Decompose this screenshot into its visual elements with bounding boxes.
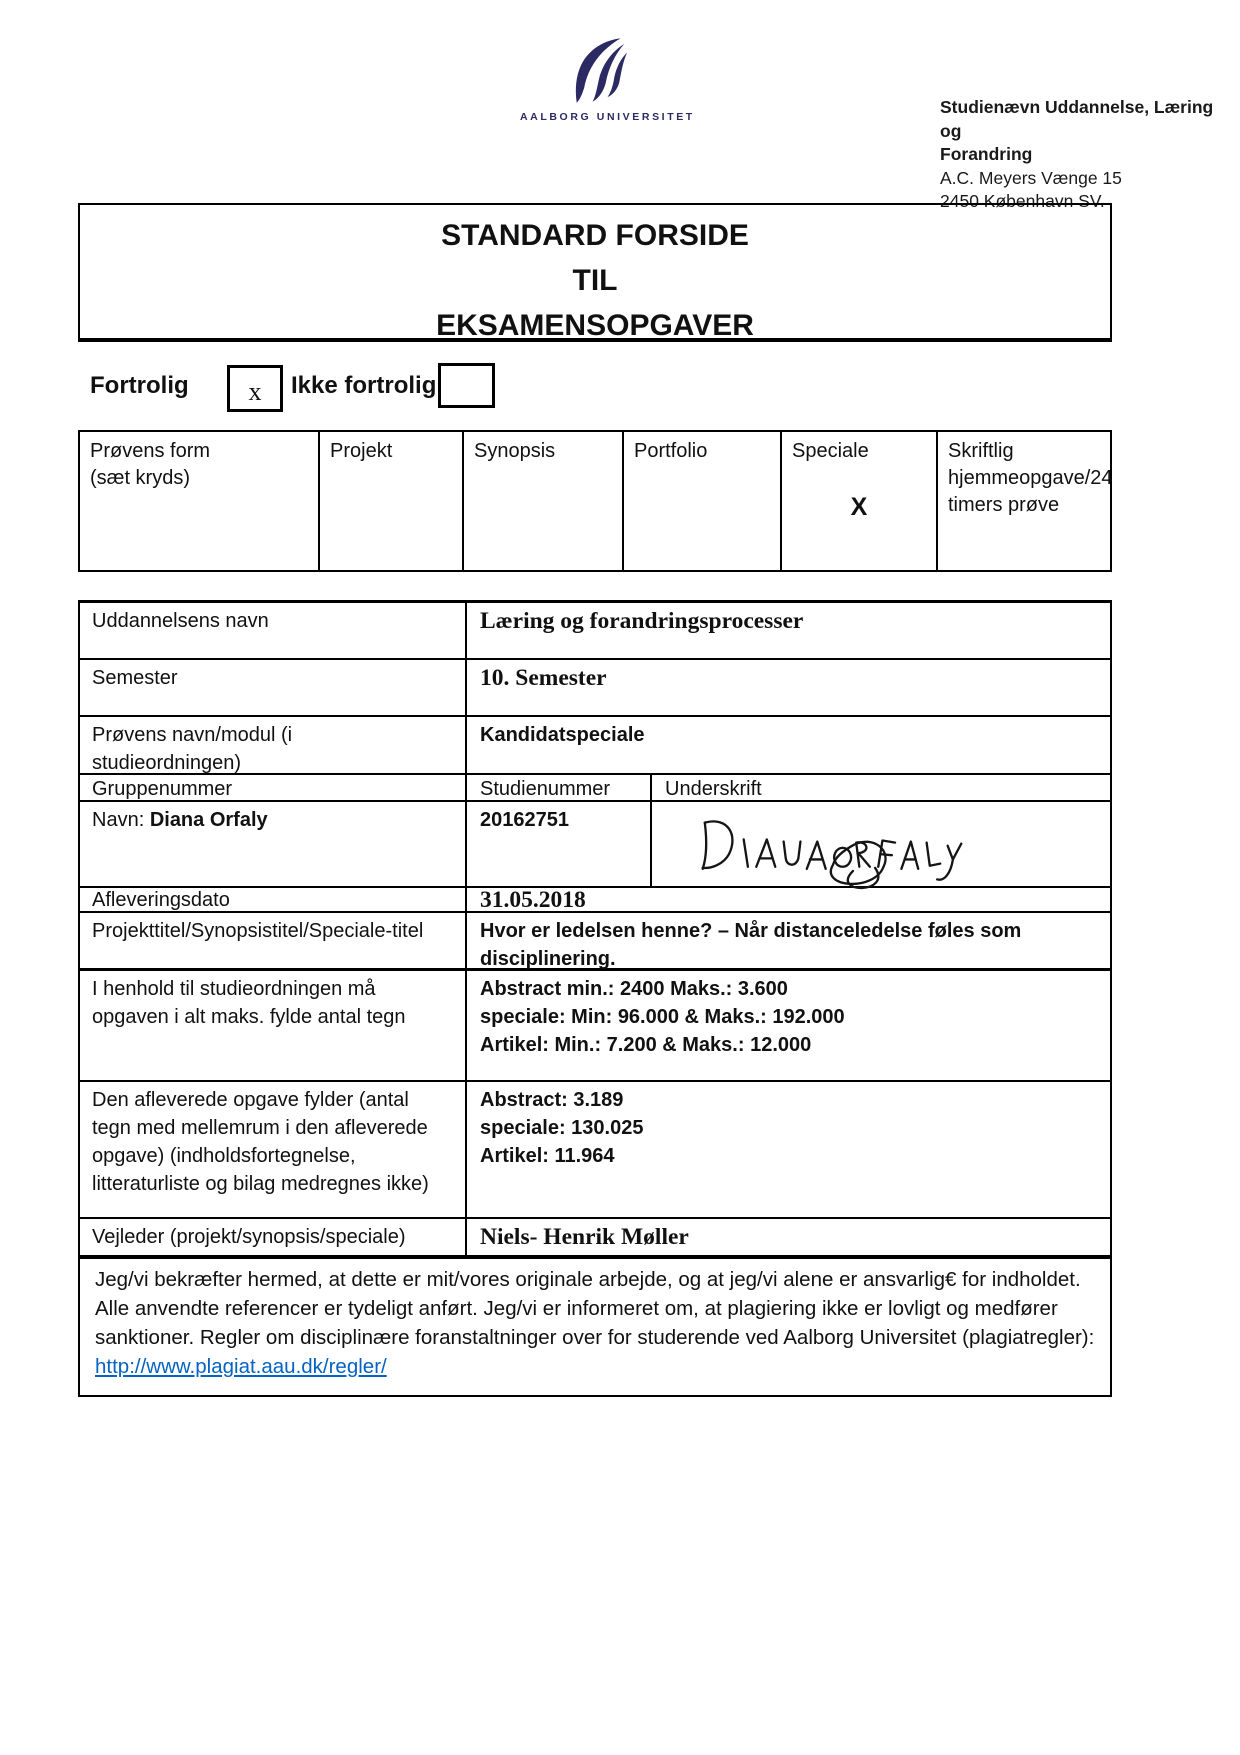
omfang-line: speciale: 130.025 [480, 1117, 644, 1140]
semester-value: 10. Semester [480, 664, 607, 691]
row-vejleder [80, 1217, 1110, 1255]
dato-value: 31.05.2018 [480, 887, 586, 914]
exam-option-cell-portfolio[interactable] [622, 432, 780, 570]
navn-label: Navn: [92, 809, 150, 832]
navn-cell [80, 802, 467, 886]
declaration-box [78, 1257, 1112, 1397]
title-line-2: TIL [572, 264, 618, 297]
row-maks-tegn [80, 968, 1110, 1080]
exam-form-table [78, 430, 1112, 572]
gruppenummer-label: Gruppenummer [80, 775, 467, 800]
row-label: Den afleverede opgave fylder (antal tegn med mellemrum i den afleverede opgave) (indholdsfortegnelse, litteraturliste og bilag medregnes ikke) [80, 1082, 467, 1217]
row-label: Semester [80, 660, 467, 716]
row-uddannelsens-navn [80, 603, 1110, 658]
exam-form-header-cell [80, 432, 318, 570]
address-line: Studienævn Uddannelse, Læring og [940, 97, 1214, 141]
omfang-line: Artikel: 11.964 [480, 1145, 615, 1168]
exam-option-cell-projekt[interactable] [318, 432, 462, 570]
krav-line: Abstract min.: 2400 Maks.: 3.600 [480, 978, 788, 1001]
row-navn-signature [80, 800, 1110, 886]
address-block [940, 96, 1220, 214]
exam-option-label: Portfolio [634, 440, 708, 462]
confidential-checkbox-checked[interactable] [227, 365, 283, 412]
row-label: Projekttitel/Synopsistitel/Speciale-titel [80, 913, 467, 968]
row-label: Uddannelsens navn [80, 603, 467, 658]
signature [692, 810, 972, 892]
row-provens-navn-modul [80, 715, 1110, 773]
address-line: 2450 København SV. [940, 191, 1105, 211]
aau-logo-icon [573, 36, 629, 106]
checkbox-x-mark: x [248, 376, 262, 406]
aau-wordmark: AALBORG UNIVERSITET [520, 111, 695, 123]
vejleder-value: Niels- Henrik Møller [480, 1224, 689, 1250]
underskrift-cell [652, 802, 1110, 886]
krav-values [467, 971, 1110, 1080]
studienummer-value: 20162751 [467, 802, 652, 886]
krav-line: speciale: Min: 96.000 & Maks.: 192.000 [480, 1006, 845, 1029]
aau-logo [520, 36, 695, 123]
row-label: Prøvens navn/modul (i studieordningen) [80, 717, 467, 773]
row-label: Afleveringsdato [80, 888, 467, 911]
omfang-line: Abstract: 3.189 [480, 1089, 624, 1112]
exam-option-cell-speciale[interactable] [780, 432, 936, 570]
modul-value: Kandidatspeciale [480, 724, 645, 747]
address-line: A.C. Meyers Vænge 15 [940, 167, 1122, 188]
not-confidential-label: Ikke fortrolig [291, 372, 437, 399]
title-line-3: EKSAMENSOPGAVER [436, 309, 754, 342]
row-afleveringsdato [80, 886, 1110, 914]
not-confidential-checkbox-empty[interactable] [438, 363, 495, 408]
row-semester [80, 658, 1110, 716]
studienummer-header: Studienummer [467, 775, 652, 800]
title-box [78, 203, 1112, 342]
exam-option-label: Synopsis [474, 440, 556, 462]
titel-value: Hvor er ledelsen henne? – Når distanceledelse føles som disciplinering. [480, 920, 1022, 971]
title-line-1: STANDARD FORSIDE [441, 219, 749, 252]
exam-option-cell-synopsis[interactable] [462, 432, 622, 570]
details-table [78, 600, 1112, 1257]
row-gruppenummer-header [80, 773, 1110, 800]
omfang-values [467, 1082, 1110, 1217]
exam-option-label: Skriftlig hjemmeopgave/24 timers prøve [948, 440, 1113, 516]
exam-form-header-line1: Prøvens form [90, 440, 211, 462]
row-label: I henhold til studieordningen må opgaven i alt maks. fylde antal tegn [80, 971, 467, 1080]
declaration-text: Jeg/vi bekræfter hermed, at dette er mit/vores originale arbejde, og at jeg/vi alene er ansvarlig€ for indholdet. Alle anvendte referencer er tydeligt anført. Jeg/vi er informeret om, at plagiering ikke er lovligt og medfører sanktioner. Regler om disciplinære foranstaltninger over for studerende ved Aalborg Universitet (plagiatregler): [95, 1268, 1095, 1349]
krav-line: Artikel: Min.: 7.200 & Maks.: 12.000 [480, 1034, 812, 1057]
navn-value: Diana Orfaly [149, 809, 268, 832]
exam-option-label: Projekt [330, 440, 393, 462]
row-label: Vejleder (projekt/synopsis/speciale) [80, 1219, 467, 1255]
row-projekttitel [80, 911, 1110, 971]
exam-option-cell-skriftlig[interactable] [936, 432, 1123, 570]
plagiat-rules-link[interactable]: http://www.plagiat.aau.dk/regler/ [95, 1355, 387, 1378]
exam-option-label: Speciale [792, 440, 869, 462]
address-line: Forandring [940, 144, 1033, 164]
exam-form-header-line2: (sæt kryds) [90, 467, 190, 489]
underskrift-header: Underskrift [665, 778, 762, 801]
exam-option-mark-x: X [850, 493, 868, 521]
confidential-label: Fortrolig [90, 372, 189, 399]
uddannelse-value: Læring og forandringsprocesser [480, 608, 804, 634]
row-opgave-fylder [80, 1080, 1110, 1217]
